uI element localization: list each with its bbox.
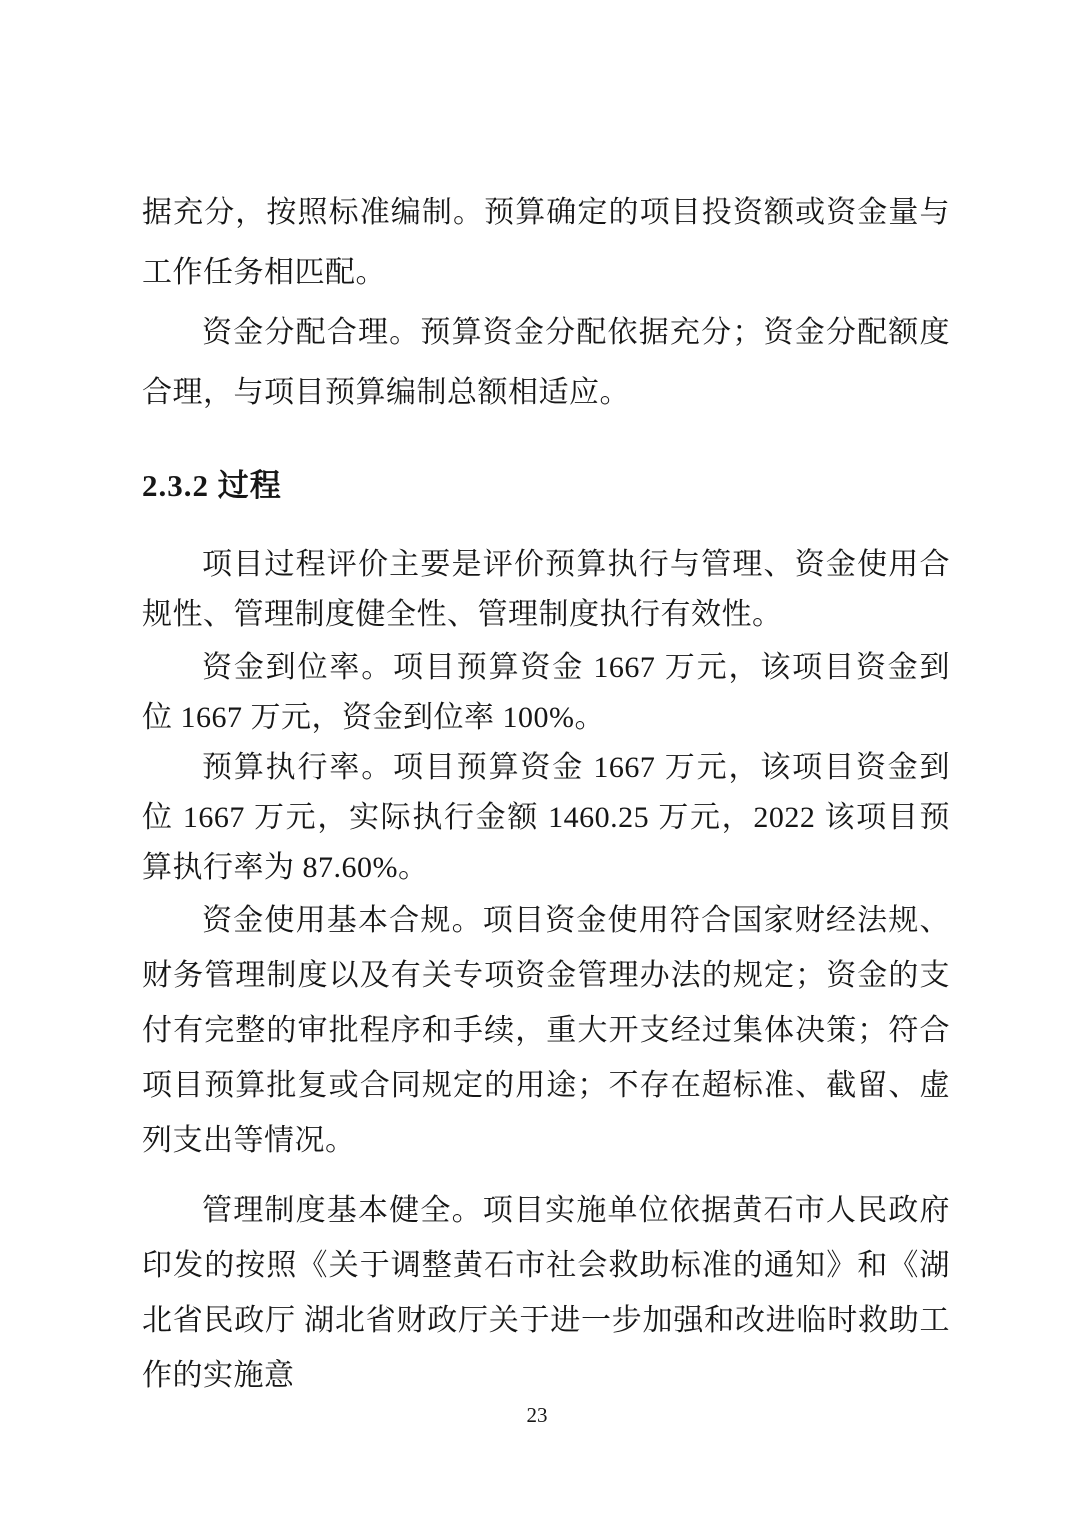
section-heading-2-3-2: 2.3.2 过程 (142, 468, 282, 503)
page-number: 23 (526, 1403, 548, 1427)
paragraph-management-system: 管理制度基本健全。项目实施单位依据黄石市人民政府印发的按照《关于调整黄石市社会救助标准的通知》和《湖北省民政厅 湖北省财政厅关于进一步加强和改进临时救助工作的实施意 (142, 1194, 950, 1392)
page-body (142, 183, 950, 1403)
paragraph-process-evaluation-overview: 项目过程评价主要是评价预算执行与管理、资金使用合规性、管理制度健全性、管理制度执行有效性。 (142, 548, 950, 631)
paragraph-fund-usage-compliance: 资金使用基本合规。项目资金使用符合国家财经法规、财务管理制度以及有关专项资金管理办法的规定；资金的支付有完整的审批程序和手续，重大开支经过集体决策；符合项目预算批复或合同规定的用途；不存在超标准、截留、虚列支出等情况。 (142, 904, 950, 1157)
paragraph-budget-execution-rate: 预算执行率。项目预算资金 1667 万元，该项目资金到位 1667 万元，实际执行金额 1460.25 万元，2022 该项目预算执行率为 87.60%。 (142, 751, 950, 884)
paragraph-fund-arrival-rate: 资金到位率。项目预算资金 1667 万元，该项目资金到位 1667 万元，资金到位率 100%。 (142, 651, 950, 734)
paragraph-fund-allocation: 资金分配合理。预算资金分配依据充分；资金分配额度合理，与项目预算编制总额相适应。 (142, 316, 950, 409)
paragraph-budget-basis-continuation: 据充分，按照标准编制。预算确定的项目投资额或资金量与工作任务相匹配。 (142, 196, 950, 289)
